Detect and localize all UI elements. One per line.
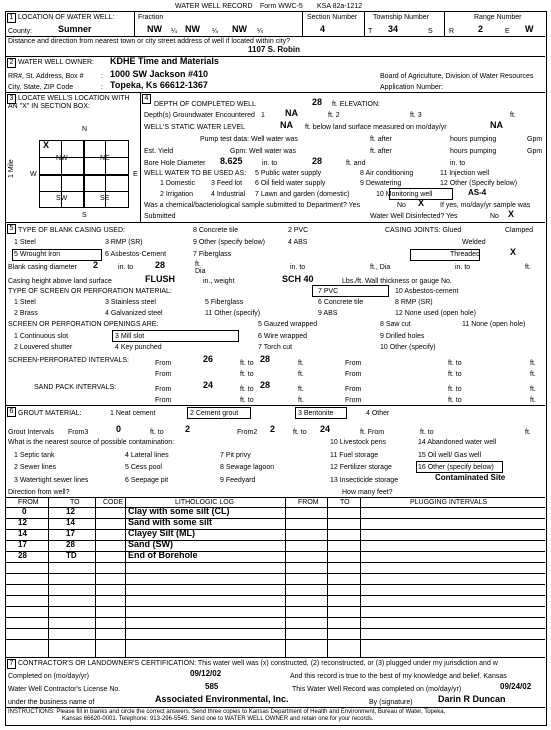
source-4[interactable]: 4 Lateral lines — [125, 452, 169, 459]
section-1-number: 1 — [7, 13, 16, 23]
bore-to[interactable]: 28 — [312, 156, 323, 166]
threaded-mark[interactable]: X — [510, 247, 517, 257]
opening-8[interactable]: 8 Saw cut — [380, 321, 411, 328]
chem-no-mark[interactable]: X — [418, 198, 425, 208]
log-row-3-from[interactable]: 14 — [18, 529, 27, 538]
range-label: Range Number — [474, 14, 522, 21]
location-label: LOCATION OF WATER WELL: — [18, 14, 115, 21]
chem-label: Was a chemical/bacteriological sample submitted to Department? Yes — [144, 202, 361, 209]
form-frame — [5, 11, 547, 726]
locate-label-1: LOCATE WELL'S LOCATION WITH — [18, 95, 130, 102]
gw3-label: ft. 3 — [410, 112, 422, 119]
source-13[interactable]: 13 Insecticide storage — [330, 477, 399, 484]
sand-ft: ft. — [298, 386, 304, 393]
opening-2[interactable]: 2 Louvered shutter — [14, 344, 73, 351]
source-6[interactable]: 6 Seepage pit — [125, 477, 169, 484]
quarter-mark-2: ¼ — [212, 28, 218, 35]
chem-yes-question: If yes, mo/day/yr sample was — [440, 202, 531, 209]
sp-from-label: From — [155, 360, 172, 367]
source-14[interactable]: 14 Abandoned water well — [418, 439, 497, 446]
diameter-in-to-2: in. to — [455, 264, 471, 271]
screen-perforated-label: SCREEN-PERFORATED INTERVALS: — [8, 357, 129, 364]
true-record-label: And this record is true to the best of my knowledge and belief. Kansas — [290, 673, 507, 680]
divider — [5, 497, 545, 498]
diameter-in-to: in. to — [290, 264, 306, 271]
pump-gpm: Gpm — [527, 136, 543, 143]
source-12[interactable]: 12 Fertilizer storage — [330, 464, 392, 471]
section-5-number: 5 — [7, 224, 16, 234]
threaded-label[interactable]: Threaded — [450, 251, 480, 258]
gw-ft: ft. — [510, 112, 516, 119]
yield-gpm: Gpm: Well water was — [230, 148, 296, 155]
how-many-feet-label: How many feet? — [342, 489, 393, 496]
completed-label: Completed on (mo/day/yr) — [8, 673, 89, 680]
bore-in-to: in. to — [450, 160, 466, 167]
use-label: WELL WATER TO BE USED AS: — [144, 170, 247, 177]
use-11[interactable]: 11 Injection well — [440, 170, 490, 177]
section-3-number: 3 — [7, 94, 16, 104]
diameter-ft: ft. — [195, 261, 201, 268]
screen-3[interactable]: 3 Stainless steel — [105, 299, 156, 306]
signature-label: By (signature) — [369, 699, 413, 706]
use-2[interactable]: 2 Irrigation — [160, 191, 194, 198]
grout-ft-end: ft. — [525, 429, 531, 436]
fraction-1[interactable]: NW — [147, 24, 162, 34]
grout-ft-to-2: ft. to — [293, 429, 307, 436]
sp-ft-3: ft. — [298, 371, 304, 378]
source-16[interactable]: 16 Other (specify below) — [418, 464, 494, 471]
quarter-mark-1: ¼ — [171, 28, 177, 35]
sand-to-1[interactable]: 28 — [260, 380, 271, 390]
owner-address[interactable]: 1000 SW Jackson #410 — [110, 69, 209, 79]
source-1[interactable]: 1 Septic tank — [14, 452, 55, 459]
ew-label: E — [505, 28, 510, 35]
sp-ft: ft. — [298, 360, 304, 367]
grout-4[interactable]: 4 Other — [366, 410, 390, 417]
pump-hours: hours pumping — [450, 136, 497, 143]
grout-ft-to-3: ft. to — [420, 429, 434, 436]
screen-12[interactable]: 12 None used (open hole) — [395, 310, 476, 317]
disinfected-no-label: No — [490, 213, 499, 220]
log-row-1-from[interactable]: 0 — [22, 507, 27, 516]
grout-from-2[interactable]: 2 — [270, 424, 276, 434]
certification-line: CONTRACTOR'S OR LANDOWNER'S CERTIFICATION: This water well was (x) constructed, (2) reconstructed, or (3) plugged under my jurisdiction and w — [18, 660, 498, 667]
divider — [5, 56, 545, 57]
se-label: SE — [100, 195, 110, 202]
sand-ft-to-2: ft. to — [448, 386, 462, 393]
static-desc: ft. below land surface measured on mo/day/yr — [305, 124, 447, 131]
use-7[interactable]: 7 Lawn and garden (domestic) — [255, 191, 350, 198]
opening-3[interactable]: 3 Mill slot — [115, 333, 145, 340]
sp-ft-2: ft. — [530, 360, 536, 367]
grout-2[interactable]: 2 Cement grout — [190, 410, 239, 417]
fraction-3[interactable]: NW — [232, 24, 247, 34]
gw2-label: ft. 2 — [328, 112, 340, 119]
sp-ft-to-2: ft. to — [448, 360, 462, 367]
grout-1[interactable]: 1 Neat cement — [110, 410, 156, 417]
distance-value[interactable]: 1107 S. Robin — [248, 45, 301, 54]
source-label: What is the nearest source of possible contamination: — [8, 439, 175, 446]
use-3[interactable]: 3 Feed lot — [211, 180, 243, 187]
use-12[interactable]: 12 Other (Specify below) — [440, 180, 518, 187]
county-value[interactable]: Sumner — [58, 24, 92, 34]
other-use-value[interactable]: AS-4 — [468, 188, 487, 197]
grout-3[interactable]: 3 Bentonite — [298, 410, 334, 417]
north-label: N — [82, 126, 88, 133]
source-7[interactable]: 7 Pit privy — [220, 452, 251, 459]
casing-4[interactable]: 6 Asbestos-Cement — [105, 251, 167, 258]
height-value[interactable]: FLUSH — [145, 274, 175, 284]
sp-from-1[interactable]: 26 — [203, 354, 214, 364]
source-8[interactable]: 8 Sewage lagoon — [220, 464, 275, 471]
clamped-label[interactable]: Clamped — [505, 227, 534, 234]
yield-label: Est. Yield — [144, 148, 174, 155]
log-row-4-to[interactable]: 28 — [66, 540, 75, 549]
grout-ft-from: ft. From — [360, 429, 385, 436]
screen-1[interactable]: 1 Steel — [14, 299, 36, 306]
grout-from-1[interactable]: 0 — [116, 424, 122, 434]
plug-header-intervals: PLUGGING INTERVALS — [410, 499, 488, 506]
divider — [5, 92, 545, 93]
casing-8[interactable]: 2 PVC — [288, 227, 309, 234]
casing-3[interactable]: 3 RMP (SR) — [105, 239, 143, 246]
instructions-2: Kansas 66620-0001. Telephone: 913-296-5545. Send one to WATER WELL OWNER and retain one for your records. — [62, 716, 374, 722]
township-value[interactable]: 34 — [388, 24, 399, 34]
form-number: Form WWC-5 — [260, 3, 303, 10]
use-10[interactable]: 10 Monitoring well — [376, 191, 433, 198]
opening-9[interactable]: 9 Drilled holes — [380, 333, 425, 340]
use-5[interactable]: 5 Public water supply — [255, 170, 322, 177]
r-label: R — [449, 28, 455, 35]
opening-11[interactable]: 11 None (open hole) — [462, 321, 526, 328]
static-date[interactable]: NA — [490, 120, 503, 130]
depth-value[interactable]: 28 — [312, 97, 323, 107]
weight-value[interactable]: SCH 40 — [282, 274, 314, 284]
yield-hours: hours pumping — [450, 148, 497, 155]
range-value[interactable]: 2 — [478, 24, 484, 34]
height-label: Casing height above land surface — [8, 278, 112, 285]
ksa-ref: KSA 82a-1212 — [317, 3, 363, 10]
from3-label: From3 — [68, 429, 89, 436]
diameter-value[interactable]: 2 — [93, 260, 99, 270]
divider — [134, 11, 135, 36]
ne-label: NE — [100, 155, 110, 162]
opening-5[interactable]: 5 Gauzed wrapped — [258, 321, 318, 328]
record-completed-label: This Water Well Record was completed on (mo/day/yr) — [292, 686, 462, 693]
welded-label[interactable]: Welded — [462, 239, 486, 246]
log-header-from: FROM — [18, 499, 39, 506]
license-label: Water Well Contractor's License No. — [8, 686, 121, 693]
township-label: Township Number — [373, 14, 430, 21]
diameter-to[interactable]: 28 — [155, 260, 166, 270]
sp-from-label-4: From — [345, 371, 362, 378]
log-row-3-to[interactable]: 17 — [66, 529, 75, 538]
log-header-lithologic: LITHOLOGIC LOG — [175, 499, 235, 506]
elevation-label: ft. ELEVATION: — [332, 101, 380, 108]
joints-label: CASING JOINTS: Glued — [385, 227, 462, 234]
sand-from-label: From — [155, 386, 172, 393]
sand-from-label-4: From — [345, 397, 362, 404]
sw-label: SW — [56, 195, 68, 202]
ft-dia: ft., Dia — [370, 264, 391, 271]
log-row-2-desc[interactable]: Sand with some silt — [128, 517, 213, 527]
grout-to-2[interactable]: 24 — [320, 424, 331, 434]
height-in-weight: in., weight — [203, 278, 235, 285]
lbs-ft-label: Lbs./ft. Wall thickness or gauge No. — [342, 278, 452, 285]
direction-label: Direction from well? — [8, 489, 70, 496]
divider — [364, 11, 365, 36]
section-2-number: 2 — [7, 58, 16, 68]
form-title: WATER WELL RECORD — [175, 3, 253, 10]
section-6-number: 6 — [7, 407, 16, 417]
instructions-1: INSTRUCTIONS: Please fill in blanks and circle the correct answers. Send three copies to Kansas Department of Health and Environment, Bureau of Water, Topeka, — [8, 709, 446, 715]
log-row-4-from[interactable]: 17 — [18, 540, 27, 549]
casing-1[interactable]: 1 Steel — [14, 239, 36, 246]
disinfected-label: Water Well Disinfected? Yes — [370, 213, 458, 220]
opening-7[interactable]: 7 Torch cut — [258, 344, 293, 351]
west-label: W — [30, 171, 37, 178]
owner-label: WATER WELL OWNER: — [18, 59, 94, 66]
divider — [5, 707, 545, 708]
use-4[interactable]: 4 Industrial — [211, 191, 246, 198]
diameter-ft-end: ft. — [525, 264, 531, 271]
casing-7[interactable]: 7 Fiberglass — [193, 251, 232, 258]
sand-ft-to-3: ft. to — [240, 397, 254, 404]
openings-label: SCREEN OR PERFORATION OPENINGS ARE: — [8, 321, 159, 328]
ew-mark[interactable]: W — [525, 24, 534, 34]
opening-6[interactable]: 6 Wire wrapped — [258, 333, 308, 340]
sp-ft-to-4: ft. to — [448, 371, 462, 378]
section-box[interactable] — [39, 140, 129, 208]
casing-9[interactable]: 4 ABS — [288, 239, 308, 246]
casing-5[interactable]: 8 Concrete tile — [193, 227, 239, 234]
depth-label: DEPTH OF COMPLETED WELL — [154, 101, 256, 108]
locate-label-2: AN "X" IN SECTION BOX: — [8, 103, 90, 110]
opening-4[interactable]: 4 Key punched — [115, 344, 162, 351]
source-5[interactable]: 5 Cess pool — [125, 464, 162, 471]
sp-ft-to-3: ft. to — [240, 371, 254, 378]
divider — [5, 405, 545, 406]
bore-in: in. to — [262, 160, 278, 167]
log-row-5-to[interactable]: TD — [66, 551, 77, 560]
plug-header-from: FROM — [298, 499, 319, 506]
sand-ft-to-4: ft. to — [448, 397, 462, 404]
sp-from-label-2: From — [345, 360, 362, 367]
grout-intervals-label: Grout Intervals — [8, 429, 54, 436]
bore-label: Bore Hole Diameter — [144, 160, 206, 167]
log-header-code: CODE — [103, 499, 124, 506]
source-10[interactable]: 10 Livestock pens — [330, 439, 387, 446]
signature-value[interactable]: Darin R Duncan — [438, 694, 506, 704]
screen-6[interactable]: 11 Other (specify) — [205, 310, 261, 317]
address-label: RR#, St. Address, Box # — [8, 73, 84, 80]
submitted-label: Submitted — [144, 213, 176, 220]
screen-11[interactable]: 8 RMP (SR) — [395, 299, 433, 306]
divider — [5, 222, 545, 223]
nw-label: NW — [56, 155, 68, 162]
gw1-number: 1 — [261, 112, 265, 119]
section-value[interactable]: 4 — [320, 24, 326, 34]
static-label: WELL'S STATIC WATER LEVEL — [144, 124, 246, 131]
grout-label: GROUT MATERIAL: — [18, 410, 82, 417]
fraction-2[interactable]: NW — [185, 24, 200, 34]
quarter-mark-3: ¼ — [257, 28, 263, 35]
screen-7[interactable]: 7 PVC — [318, 288, 339, 295]
bore-ft: ft. and — [346, 160, 366, 167]
screen-9[interactable]: 9 ABS — [318, 310, 338, 317]
sp-from-label-3: From — [155, 371, 172, 378]
use-9[interactable]: 9 Dewatering — [360, 180, 402, 187]
divider — [140, 92, 141, 222]
disinfected-no-mark[interactable]: X — [508, 209, 515, 219]
from2-label: From2 — [237, 429, 258, 436]
address-colon: : — [101, 73, 103, 80]
log-row-1-desc[interactable]: Clay with some silt (CL) — [128, 506, 230, 516]
sand-ft-4: ft. — [530, 397, 536, 404]
pump-ft: ft. after — [370, 136, 392, 143]
opening-1[interactable]: 1 Continuous slot — [14, 333, 69, 340]
divider — [444, 11, 445, 36]
log-header-to: TO — [70, 499, 80, 506]
source-15[interactable]: 15 Oil well/ Gas well — [418, 452, 482, 459]
source-11[interactable]: 11 Fuel storage — [330, 452, 379, 459]
static-value[interactable]: NA — [280, 120, 293, 130]
completed-date[interactable]: 09/12/02 — [190, 669, 222, 678]
well-location-mark[interactable]: X — [43, 140, 50, 150]
log-row-1-to[interactable]: 12 — [66, 507, 75, 516]
casing-6[interactable]: 9 Other (specify below) — [193, 239, 265, 246]
log-row-3-desc[interactable]: Clayey Silt (ML) — [128, 528, 196, 538]
divider — [302, 11, 303, 36]
sp-to-1[interactable]: 28 — [260, 354, 271, 364]
screen-2[interactable]: 2 Brass — [14, 310, 38, 317]
bore-value[interactable]: 8.625 — [220, 156, 243, 166]
pump-label: Pump test data: Well water was — [200, 136, 298, 143]
sand-from-1[interactable]: 24 — [203, 380, 214, 390]
distance-label: Distance and direction from nearest town or city street address of well if located within city? — [8, 38, 291, 45]
log-row-2-to[interactable]: 14 — [66, 518, 75, 527]
dia-word: Dia — [195, 268, 206, 275]
sp-ft-4: ft. — [530, 371, 536, 378]
section-label: Section Number — [307, 14, 358, 21]
groundwater-label: Depth(s) Groundwater Encountered — [144, 112, 255, 119]
use-6[interactable]: 6 Oil field water supply — [255, 180, 326, 187]
city-label: City, State, ZIP Code — [8, 84, 74, 91]
business-name[interactable]: Associated Environmental, Inc. — [155, 694, 289, 704]
record-date[interactable]: 09/24/02 — [500, 682, 532, 691]
fraction-label: Fraction — [138, 14, 164, 21]
source-3[interactable]: 3 Watertight sewer lines — [14, 477, 89, 484]
t-label: T — [368, 28, 373, 35]
contamination-value[interactable]: Contaminated Site — [435, 473, 506, 482]
sand-ft-2: ft. — [530, 386, 536, 393]
south-label: S — [82, 212, 87, 219]
source-9[interactable]: 9 Feedyard — [220, 477, 256, 484]
sand-from-label-3: From — [155, 397, 172, 404]
divider — [5, 36, 545, 37]
license-value[interactable]: 585 — [205, 682, 219, 691]
city-colon: : — [101, 84, 103, 91]
chem-no-label: No — [397, 202, 406, 209]
log-row-5-desc[interactable]: End of Borehole — [128, 550, 198, 560]
owner-city[interactable]: Topeka, Ks 66612-1367 — [110, 80, 208, 90]
county-label: County: — [8, 28, 33, 35]
log-row-2-from[interactable]: 12 — [18, 518, 27, 527]
casing-2[interactable]: 5 Wrought Iron — [14, 251, 61, 258]
yield-ft: ft. after — [370, 148, 392, 155]
sand-pack-label: SAND PACK INTERVALS: — [34, 384, 117, 391]
groundwater-1[interactable]: NA — [285, 108, 298, 118]
east-label: E — [133, 171, 138, 178]
opening-10[interactable]: 10 Other (specify) — [380, 344, 436, 351]
section-4-number: 4 — [142, 94, 151, 104]
diameter-in: in. to — [118, 264, 134, 271]
use-8[interactable]: 8 Air conditioning — [360, 170, 414, 177]
plug-header-to: TO — [340, 499, 350, 506]
casing-label: TYPE OF BLANK CASING USED: — [18, 227, 125, 234]
screen-label: TYPE OF SCREEN OR PERFORATION MATERIAL: — [8, 288, 172, 295]
use-1[interactable]: 1 Domestic — [160, 180, 196, 187]
mile-label: 1 Mile — [8, 159, 15, 178]
grout-to-1[interactable]: 2 — [185, 424, 191, 434]
screen-10[interactable]: 10 Asbestos-cement — [395, 288, 459, 295]
sand-ft-to: ft. to — [240, 386, 254, 393]
log-row-4-desc[interactable]: Sand (SW) — [128, 539, 173, 549]
business-label: under the business name of — [8, 699, 95, 706]
screen-8[interactable]: 6 Concrete tile — [318, 299, 364, 306]
owner-name[interactable]: KDHE Time and Materials — [110, 56, 219, 66]
s-label: S — [428, 28, 433, 35]
source-2[interactable]: 2 Sewer lines — [14, 464, 57, 471]
screen-5[interactable]: 5 Fiberglass — [205, 299, 244, 306]
yield-gpm-end: Gpm — [527, 148, 543, 155]
sp-ft-to: ft. to — [240, 360, 254, 367]
board-label: Board of Agriculture, Division of Water Resources — [380, 73, 534, 80]
screen-4[interactable]: 4 Galvanized steel — [105, 310, 163, 317]
section-7-number: 7 — [7, 659, 16, 669]
log-row-5-from[interactable]: 28 — [18, 551, 27, 560]
sand-from-label-2: From — [345, 386, 362, 393]
application-label: Application Number: — [380, 84, 444, 91]
diameter-label: Blank casing diameter — [8, 264, 77, 271]
sand-ft-3: ft. — [298, 397, 304, 404]
grout-ft-to-1: ft. to — [150, 429, 164, 436]
